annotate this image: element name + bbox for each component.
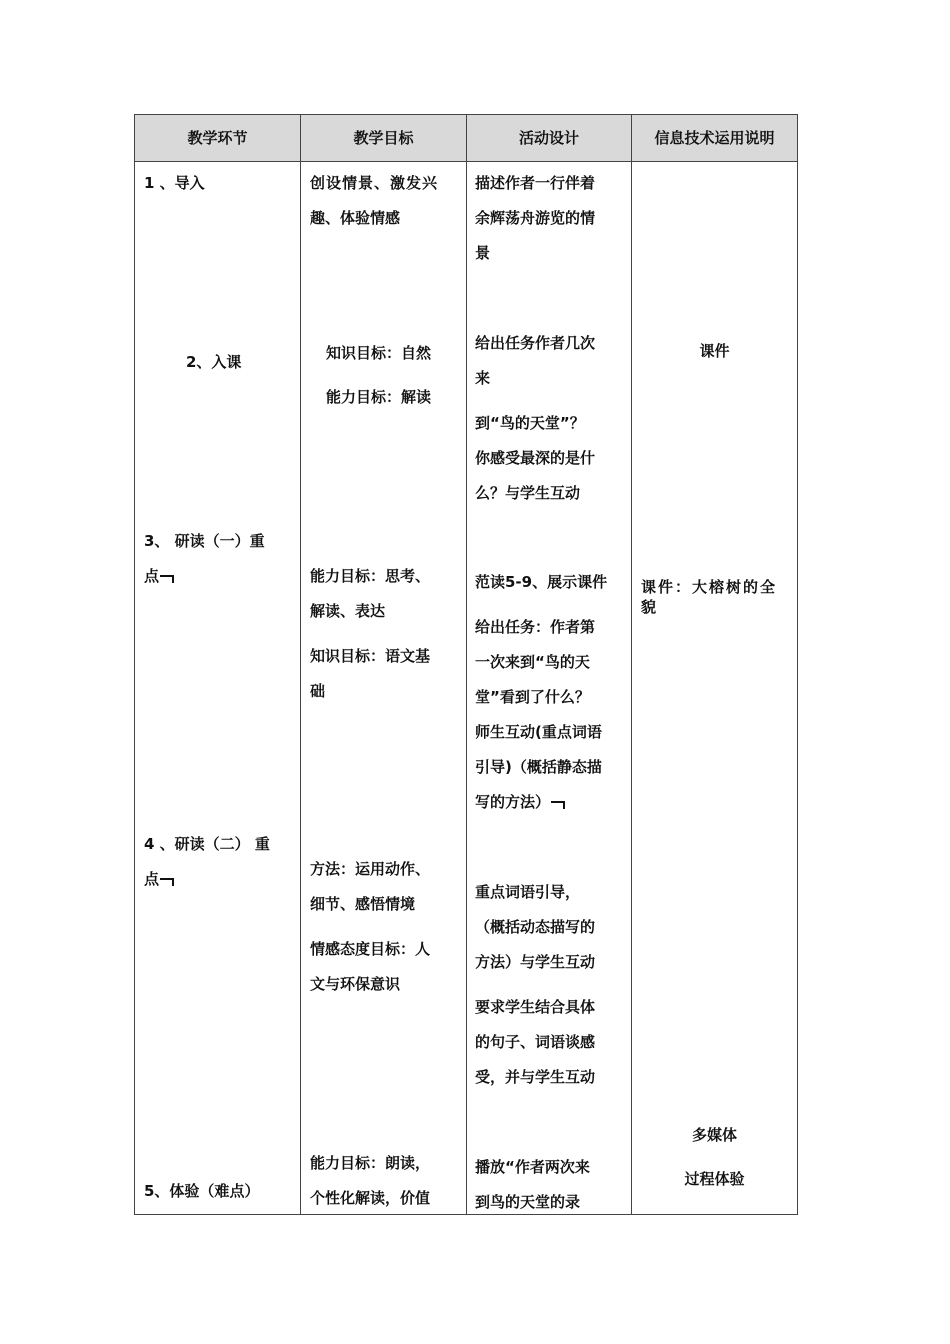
activity-text: 引导)（概括静态描 [475,758,602,776]
revision-mark [160,575,174,583]
column-divider [631,115,632,1214]
activity-text: 播放“作者两次来 [475,1158,590,1176]
goal-text: 能力目标：思考、 [310,567,431,585]
header-it-usage: 信息技术运用说明 [654,129,775,147]
stage-5: 5、体验（难点） [144,1182,260,1200]
it-usage-text: 貌 [641,598,657,616]
activity-text: 方法）与学生互动 [475,953,596,971]
revision-mark [160,878,174,886]
column-divider [300,115,301,1214]
activity-text: 给出任务作者几次 [475,334,596,352]
goal-text: 文与环保意识 [310,975,401,993]
goal-text: 础 [310,682,326,700]
activity-text: 到鸟的天堂的录 [475,1193,581,1211]
goal-text: 创设情景、激发兴 [310,174,439,192]
stage-3-line1: 3、 研读（一）重 [144,532,265,550]
stage-2: 2、入课 [186,353,242,371]
activity-text: 重点词语引导， [475,883,581,901]
goal-text: 解读、表达 [310,602,386,620]
it-usage-text: 课件：大榕树的全 [641,578,778,596]
lesson-plan-table [134,114,798,1215]
stage-4-line1: 4 、研读（二） 重 [144,835,270,853]
column-divider [466,115,467,1214]
goal-text: 方法：运用动作、 [310,860,431,878]
goal-text: 知识目标：语文基 [310,647,431,665]
activity-text: 受，并与学生互动 [475,1068,596,1086]
header-teaching-stage: 教学环节 [187,129,248,147]
activity-text: 描述作者一行伴着 [475,174,596,192]
it-usage-text: 多媒体 [691,1126,737,1144]
activity-text: 要求学生结合具体 [475,998,596,1016]
activity-text: 堂”看到了什么？ [475,688,590,706]
header-teaching-goal: 教学目标 [353,129,414,147]
goal-text: 情感态度目标：人 [310,940,431,958]
activity-text: （概括动态描写的 [475,918,596,936]
activity-text: 范读5-9、展示课件 [475,573,608,591]
it-usage-text: 过程体验 [684,1170,745,1188]
goal-text: 能力目标：朗读， [310,1154,431,1172]
activity-text: 师生互动(重点词语 [475,723,602,741]
goal-text: 细节、感悟情境 [310,895,416,913]
goal-text: 趣、体验情感 [310,209,401,227]
revision-mark [551,801,565,809]
activity-text: 到“鸟的天堂”？ [475,414,585,432]
activity-text: 么？与学生互动 [475,484,581,502]
activity-text: 余辉荡舟游览的情 [475,209,596,227]
it-usage-text: 课件 [699,342,730,360]
activity-text: 给出任务：作者第 [475,618,596,636]
header-activity-design: 活动设计 [518,129,579,147]
activity-text: 来 [475,369,491,387]
activity-text: 写的方法） [475,785,565,820]
activity-text: 的句子、词语谈感 [475,1033,596,1051]
activity-text: 你感受最深的是什 [475,449,596,467]
goal-text: 知识目标：自然 [326,344,432,362]
stage-3-line2: 点 [144,559,174,594]
stage-4-line2: 点 [144,862,174,897]
goal-text: 能力目标：解读 [326,388,432,406]
activity-text: 一次来到“鸟的天 [475,653,590,671]
goal-text: 个性化解读，价值 [310,1189,431,1207]
activity-text: 景 [475,244,491,262]
stage-1: 1 、导入 [144,174,205,192]
